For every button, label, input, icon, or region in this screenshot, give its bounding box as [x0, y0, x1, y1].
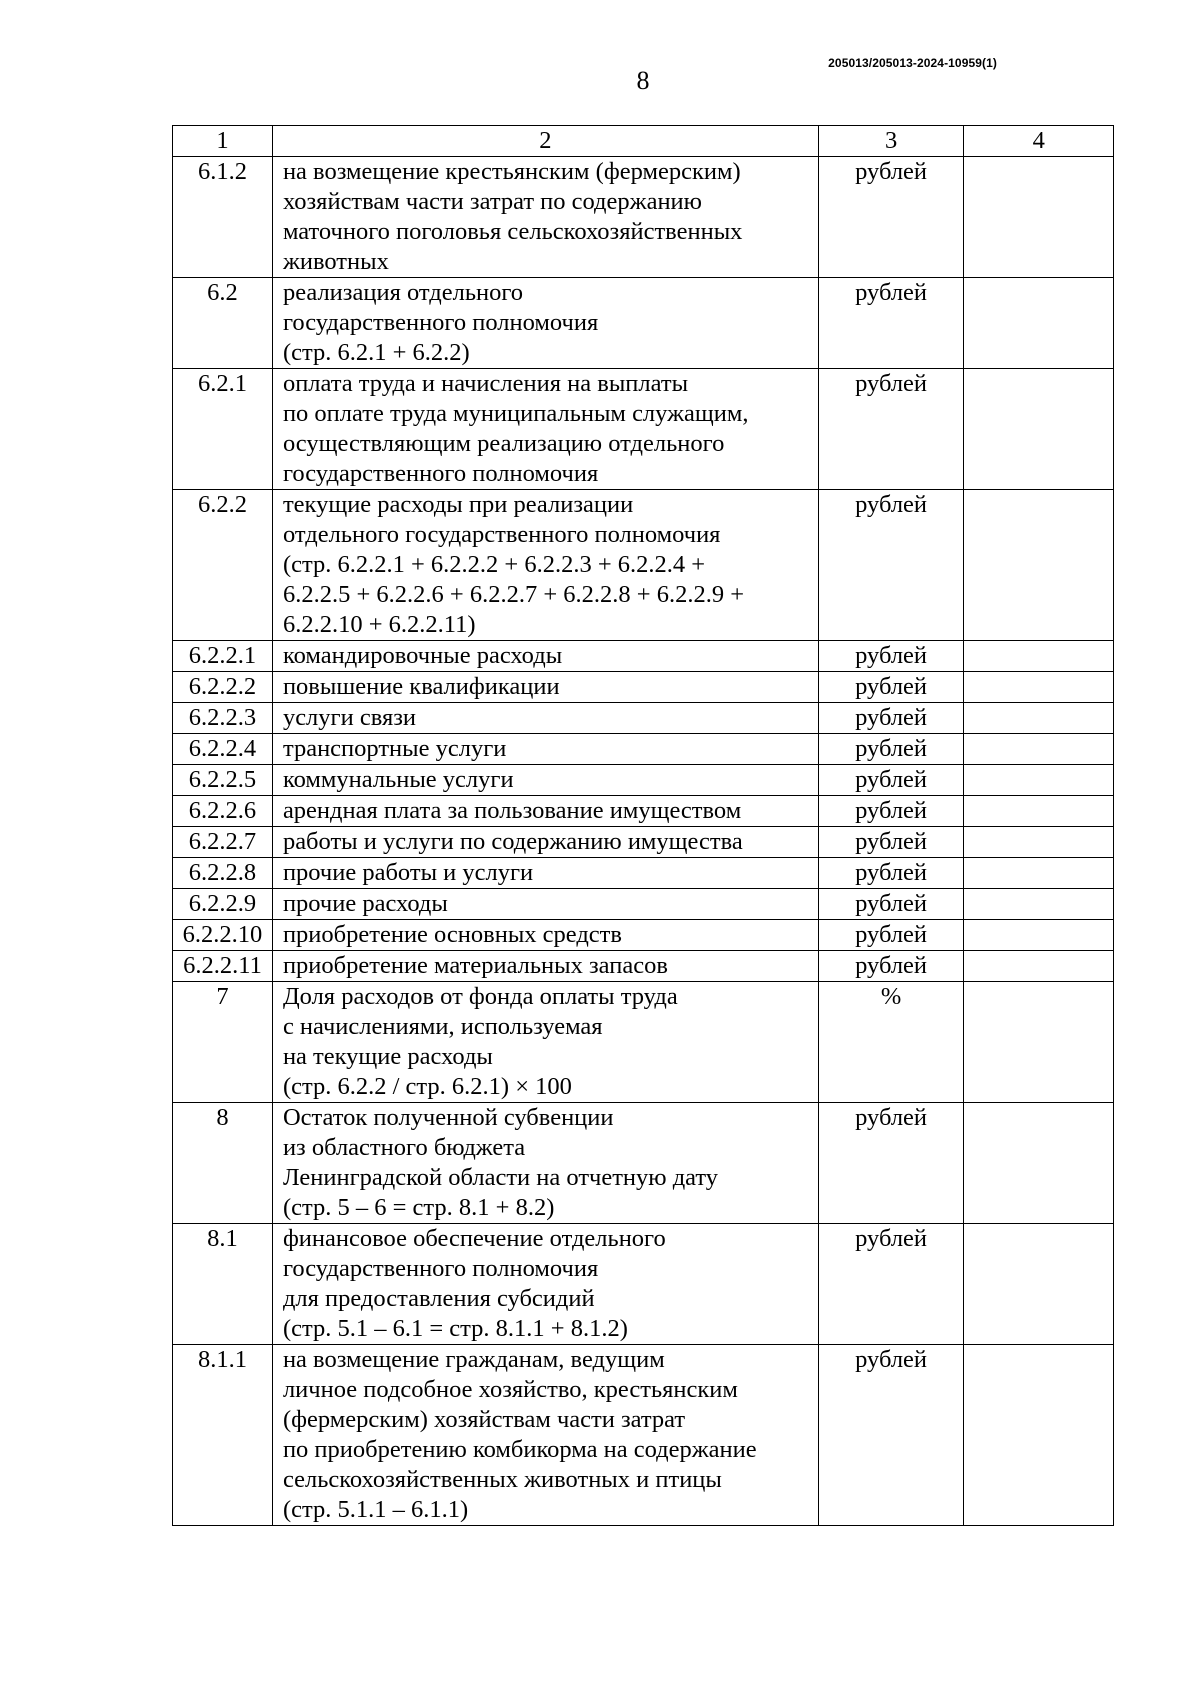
table-row: [173, 490, 1114, 641]
row-description: [272, 796, 818, 827]
row-description-line: Остаток полученной субвенции: [282, 1104, 614, 1131]
report-table-body: [173, 126, 1114, 1526]
row-number: 6.2.2.5: [173, 765, 273, 796]
table-row: [173, 827, 1114, 858]
row-number: 7: [173, 982, 273, 1103]
row-description-line: прочие работы и услуги: [282, 859, 534, 886]
row-description: [272, 641, 818, 672]
row-description: [272, 278, 818, 369]
row-description-line: государственного полномочия: [282, 460, 599, 487]
row-number: 6.2.2.8: [173, 858, 273, 889]
row-unit: рублей: [818, 889, 964, 920]
row-number: 6.2.2.10: [173, 920, 273, 951]
table-row: [173, 278, 1114, 369]
row-description-line: (стр. 6.2.2 / стр. 6.2.1) × 100: [282, 1073, 572, 1100]
row-unit: рублей: [818, 369, 964, 490]
row-description-line: текущие расходы при реализации: [282, 491, 634, 518]
row-unit: рублей: [818, 641, 964, 672]
row-description: [272, 982, 818, 1103]
row-number: 6.2.2.6: [173, 796, 273, 827]
row-description-line: (стр. 5.1.1 – 6.1.1): [282, 1496, 469, 1523]
row-value: [964, 1345, 1114, 1526]
row-description-line: сельскохозяйственных животных и птицы: [282, 1466, 722, 1493]
row-description-line: на текущие расходы: [282, 1043, 493, 1070]
row-unit: рублей: [818, 796, 964, 827]
page-number: 8: [636, 66, 650, 95]
column-header-4: 4: [964, 126, 1114, 157]
row-description: [272, 827, 818, 858]
row-number: 6.2.2.2: [173, 672, 273, 703]
row-description: [272, 889, 818, 920]
report-table: [172, 125, 1114, 1526]
document-id: 205013/205013-2024-10959(1): [828, 56, 997, 70]
row-description-line: животных: [282, 248, 389, 275]
table-row: [173, 734, 1114, 765]
row-value: [964, 490, 1114, 641]
row-description-line: на возмещение крестьянским (фермерским): [282, 158, 741, 185]
row-unit: рублей: [818, 157, 964, 278]
row-description-line: реализация отдельного: [282, 279, 524, 306]
row-description: [272, 369, 818, 490]
row-description: [272, 951, 818, 982]
row-number: 6.1.2: [173, 157, 273, 278]
column-header-2: 2: [272, 126, 818, 157]
row-unit: рублей: [818, 1345, 964, 1526]
row-description-line: оплата труда и начисления на выплаты: [282, 370, 689, 397]
table-row: [173, 858, 1114, 889]
row-description-line: Доля расходов от фонда оплаты труда: [282, 983, 678, 1010]
row-value: [964, 369, 1114, 490]
row-number: 6.2.1: [173, 369, 273, 490]
row-description-line: отдельного государственного полномочия: [282, 521, 721, 548]
column-header-3: 3: [818, 126, 964, 157]
row-description: [272, 920, 818, 951]
row-description-line: (фермерским) хозяйствам части затрат: [282, 1406, 686, 1433]
row-value: [964, 796, 1114, 827]
row-value: [964, 920, 1114, 951]
row-value: [964, 641, 1114, 672]
row-description: [272, 734, 818, 765]
row-description-line: (стр. 6.2.1 + 6.2.2): [282, 339, 470, 366]
row-description-line: 6.2.2.5 + 6.2.2.6 + 6.2.2.7 + 6.2.2.8 + 6.2.2.9 +: [282, 581, 745, 608]
row-number: 6.2.2.1: [173, 641, 273, 672]
row-value: [964, 982, 1114, 1103]
row-value: [964, 734, 1114, 765]
row-description-line: работы и услуги по содержанию имущества: [282, 828, 743, 855]
row-description: [272, 490, 818, 641]
table-row: [173, 1103, 1114, 1224]
row-unit: рублей: [818, 490, 964, 641]
row-description-line: (стр. 5 – 6 = стр. 8.1 + 8.2): [282, 1194, 555, 1221]
row-description: [272, 1103, 818, 1224]
row-description-line: (стр. 6.2.2.1 + 6.2.2.2 + 6.2.2.3 + 6.2.2.4 +: [282, 551, 706, 578]
row-number: 6.2.2.3: [173, 703, 273, 734]
table-row: [173, 889, 1114, 920]
row-description-line: по оплате труда муниципальным служащим,: [282, 400, 749, 427]
row-unit: рублей: [818, 1103, 964, 1224]
table-row: [173, 982, 1114, 1103]
table-row: [173, 765, 1114, 796]
row-description-line: прочие расходы: [282, 890, 448, 917]
row-description-line: Ленинградской области на отчетную дату: [282, 1164, 719, 1191]
row-description: [272, 672, 818, 703]
row-description-line: по приобретению комбикорма на содержание: [282, 1436, 757, 1463]
row-unit: рублей: [818, 858, 964, 889]
table-row: [173, 920, 1114, 951]
row-description-line: хозяйствам части затрат по содержанию: [282, 188, 702, 215]
row-value: [964, 1103, 1114, 1224]
row-description-line: из областного бюджета: [282, 1134, 526, 1161]
row-description: [272, 703, 818, 734]
row-description-line: государственного полномочия: [282, 309, 599, 336]
row-description-line: государственного полномочия: [282, 1255, 599, 1282]
row-unit: рублей: [818, 951, 964, 982]
row-unit: %: [818, 982, 964, 1103]
row-number: 8.1.1: [173, 1345, 273, 1526]
row-value: [964, 703, 1114, 734]
row-number: 6.2.2.7: [173, 827, 273, 858]
row-unit: рублей: [818, 278, 964, 369]
table-row: [173, 369, 1114, 490]
table-row: [173, 1224, 1114, 1345]
row-value: [964, 858, 1114, 889]
row-description-line: коммунальные услуги: [282, 766, 514, 793]
row-unit: рублей: [818, 1224, 964, 1345]
row-description-line: на возмещение гражданам, ведущим: [282, 1346, 665, 1373]
table-row: [173, 796, 1114, 827]
row-number: 8.1: [173, 1224, 273, 1345]
table-header-row: [173, 126, 1114, 157]
row-value: [964, 1224, 1114, 1345]
row-description-line: маточного поголовья сельскохозяйственных: [282, 218, 743, 245]
row-unit: рублей: [818, 734, 964, 765]
row-number: 6.2.2.4: [173, 734, 273, 765]
row-description-line: транспортные услуги: [282, 735, 507, 762]
row-unit: рублей: [818, 765, 964, 796]
row-number: 6.2: [173, 278, 273, 369]
table-row: [173, 703, 1114, 734]
row-unit: рублей: [818, 920, 964, 951]
row-unit: рублей: [818, 672, 964, 703]
row-unit: рублей: [818, 703, 964, 734]
column-header-1: 1: [173, 126, 273, 157]
row-description-line: осуществляющим реализацию отдельного: [282, 430, 725, 457]
row-description-line: 6.2.2.10 + 6.2.2.11): [282, 611, 476, 638]
row-description-line: арендная плата за пользование имуществом: [282, 797, 742, 824]
row-description: [272, 858, 818, 889]
row-number: 6.2.2.11: [173, 951, 273, 982]
row-value: [964, 889, 1114, 920]
row-description: [272, 1345, 818, 1526]
row-value: [964, 278, 1114, 369]
table-row: [173, 1345, 1114, 1526]
row-description-line: командировочные расходы: [282, 642, 563, 669]
row-description-line: повышение квалификации: [282, 673, 560, 700]
row-description: [272, 1224, 818, 1345]
row-unit: рублей: [818, 827, 964, 858]
row-description-line: для предоставления субсидий: [282, 1285, 595, 1312]
row-value: [964, 827, 1114, 858]
row-description-line: услуги связи: [282, 704, 417, 731]
row-description: [272, 765, 818, 796]
row-value: [964, 157, 1114, 278]
row-value: [964, 951, 1114, 982]
row-description: [272, 157, 818, 278]
table-row: [173, 641, 1114, 672]
row-description-line: личное подсобное хозяйство, крестьянским: [282, 1376, 738, 1403]
table-row: [173, 672, 1114, 703]
table-row: [173, 157, 1114, 278]
row-number: 8: [173, 1103, 273, 1224]
row-number: 6.2.2.9: [173, 889, 273, 920]
row-description-line: приобретение основных средств: [282, 921, 622, 948]
row-value: [964, 672, 1114, 703]
row-number: 6.2.2: [173, 490, 273, 641]
row-description-line: (стр. 5.1 – 6.1 = стр. 8.1.1 + 8.1.2): [282, 1315, 628, 1342]
row-description-line: финансовое обеспечение отдельного: [282, 1225, 666, 1252]
row-description-line: с начислениями, используемая: [282, 1013, 603, 1040]
row-value: [964, 765, 1114, 796]
table-row: [173, 951, 1114, 982]
row-description-line: приобретение материальных запасов: [282, 952, 668, 979]
